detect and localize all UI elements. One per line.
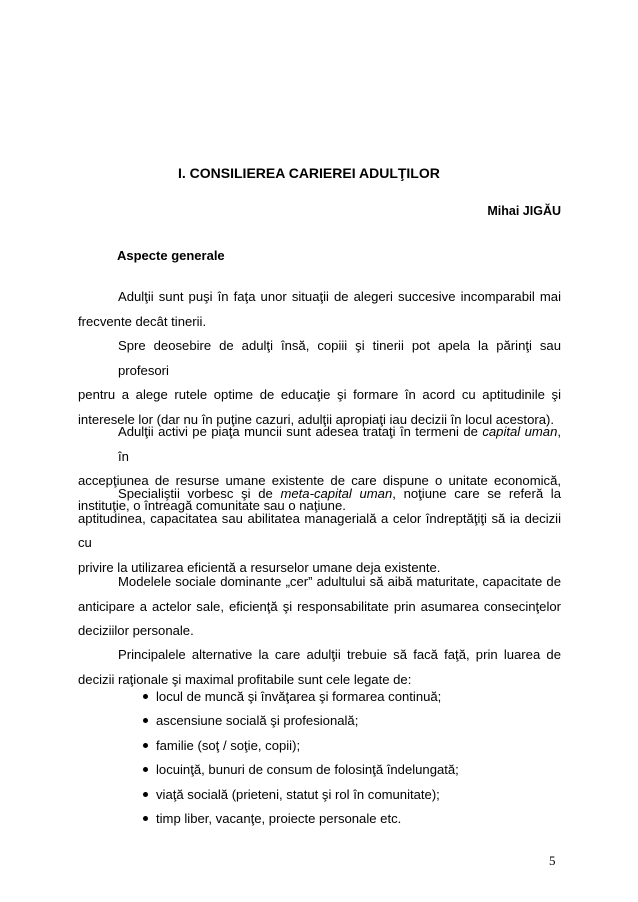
text-run: Adulţii activi pe piaţa muncii sunt adesea trataţi în termeni de xyxy=(118,424,483,439)
paragraph-line: interesele lor (dar nu în puţine cazuri, adulţii apropiaţi iau decizii în locul acestora). xyxy=(78,411,554,427)
paragraph-line xyxy=(78,482,561,507)
page-title: I. CONSILIEREA CARIEREI ADULŢILOR xyxy=(178,165,440,181)
bullet-list xyxy=(136,688,459,834)
paragraph-line: anticipare a actelor sale, eficienţă şi responsabilitate prin asumarea consecinţelor xyxy=(78,598,561,614)
emphasis-term: capital uman xyxy=(482,424,558,439)
list-item xyxy=(136,712,459,736)
list-item xyxy=(136,737,459,761)
list-item-text: viaţă socială (prieteni, statut şi rol în comunitate); xyxy=(156,786,440,802)
bullet-icon xyxy=(143,816,148,821)
author-name: Mihai JIGĂU xyxy=(487,204,561,218)
bullet-icon xyxy=(143,718,148,723)
list-item xyxy=(136,786,459,810)
list-item-text: timp liber, vacanţe, proiecte personale etc. xyxy=(156,810,402,826)
paragraph-line: Spre deosebire de adulţi însă, copiii şi tinerii pot apela la părinţi sau profesori xyxy=(118,338,561,378)
paragraph-line: Principalele alternative la care adulţii trebuie să facă faţă, prin luarea de xyxy=(118,647,561,662)
paragraph-line: accepţiunea de resurse umane existente de care dispune o unitate economică, xyxy=(78,473,561,488)
paragraph-line xyxy=(78,420,561,469)
list-item-text: ascensiune socială şi profesională; xyxy=(156,713,359,729)
paragraph-6 xyxy=(78,643,561,692)
page-number: 5 xyxy=(549,853,556,868)
section-heading: Aspecte generale xyxy=(117,248,225,263)
text-run: Specialiştii vorbesc şi de xyxy=(118,486,281,501)
paragraph-line: privire la utilizarea eficientă a resurselor umane deja existente. xyxy=(78,559,441,575)
bullet-icon xyxy=(143,767,148,772)
list-item xyxy=(136,688,459,712)
paragraph-line: Adulţii sunt puşi în faţa unor situaţii de alegeri succesive incomparabil mai xyxy=(118,289,561,304)
list-item xyxy=(136,810,459,834)
bullet-icon xyxy=(143,694,148,699)
text-run: , în xyxy=(118,424,561,464)
text-run: , noţiune care se referă la xyxy=(392,486,561,501)
emphasis-term: meta-capital uman xyxy=(280,486,393,501)
paragraph-2 xyxy=(78,334,561,432)
bullet-icon xyxy=(143,743,148,748)
paragraph-1 xyxy=(78,285,561,334)
paragraph-5 xyxy=(78,570,561,644)
paragraph-line: deciziilor personale. xyxy=(78,623,194,638)
paragraph-line: aptitudinea, capacitatea sau abilitatea managerială a celor îndreptăţiţi să ia decizii cu xyxy=(78,510,561,550)
paragraph-line: Modelele sociale dominante „cer” adultului să aibă maturitate, capacitate de xyxy=(118,574,561,589)
paragraph-line: pentru a alege rutele optime de educaţie şi formare în acord cu aptitudinile şi xyxy=(78,387,561,402)
paragraph-4 xyxy=(78,482,561,580)
bullet-icon xyxy=(143,792,148,797)
list-item xyxy=(136,761,459,785)
paragraph-line: decizii raţionale şi maximal profitabile sunt cele legate de: xyxy=(78,671,412,687)
list-item-text: locul de muncă şi învăţarea şi formarea continuă; xyxy=(156,689,442,704)
list-item-text: familie (soţ / soţie, copii); xyxy=(156,737,301,753)
list-item-text: locuinţă, bunuri de consum de folosinţă îndelungată; xyxy=(156,762,459,778)
paragraph-line: instituţie, o întreagă comunitate sau o naţiune. xyxy=(78,497,346,513)
paragraph-line: frecvente decât tinerii. xyxy=(78,313,207,329)
